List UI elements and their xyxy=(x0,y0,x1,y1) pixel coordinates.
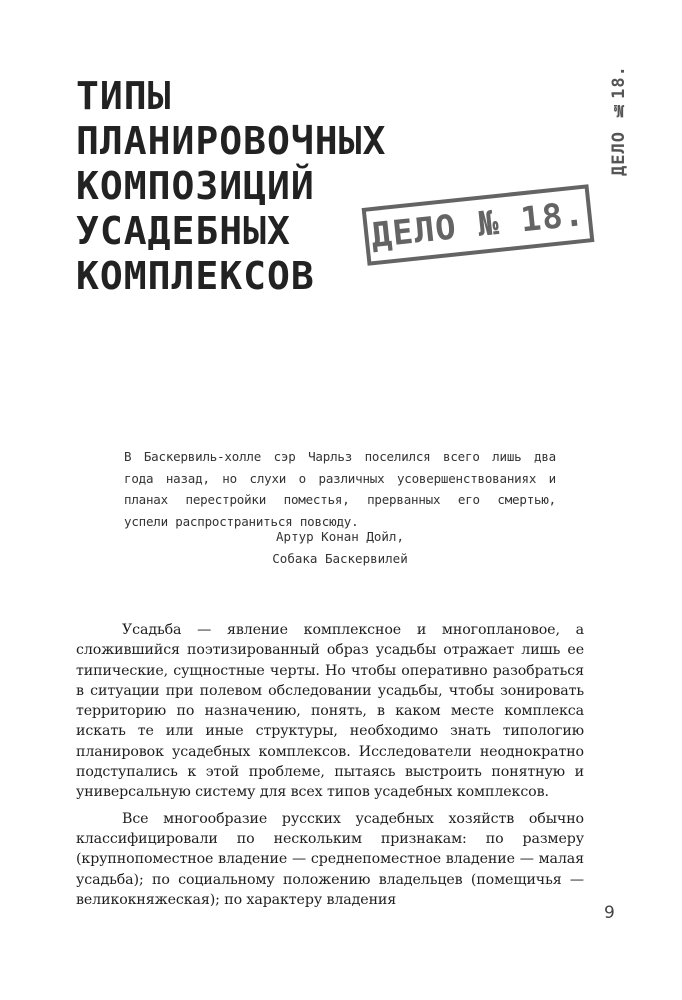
title-line: ТИПЫ xyxy=(76,74,172,118)
body-paragraph: Все многообразие русских усадебных хозяйств обычно классифицировали по нескольким признакам: по размеру (крупнопоместное владение — среднепоместное владение — малая усадьба); по социальному положению владельцев (помещичья — великокняжеская); по характеру владения xyxy=(76,810,584,908)
case-stamp: ДЕЛО № 18. xyxy=(362,184,595,266)
page-number: 9 xyxy=(604,903,615,923)
epigraph xyxy=(124,446,556,532)
epigraph-author: Артур Конан Дойл, xyxy=(276,529,404,544)
title-line: КОМПЛЕКСОВ xyxy=(76,254,315,298)
title-line: ПЛАНИРОВОЧНЫХ xyxy=(76,119,387,163)
epigraph-attribution xyxy=(210,526,470,569)
body-paragraph: Усадьба — явление комплексное и многоплановое, а сложившийся поэтизированный образ усадьбы отражает лишь ее типические, сущностные черты. Но чтобы оперативно разобраться в ситуации при полевом обследовании усадьбы, чтобы зонировать территорию по назначению, понять, в каком месте комплекса искать те или иные структуры, необходимо знать типологию планировок усадебных комплексов. Исследователи неоднократно подступались к этой проблеме, пытаясь выстроить понятную и универсальную систему для всех типов усадебных комплексов. xyxy=(76,622,584,801)
title-line: УСАДЕБНЫХ xyxy=(76,209,291,253)
title-line: КОМПОЗИЦИЙ xyxy=(76,164,315,208)
epigraph-work: Собака Баскервилей xyxy=(272,550,408,566)
epigraph-text: В Баскервиль-холле сэр Чарльз поселился всего лишь два года назад, но слухи о различных усовершенствованиях и планах перестройки поместья, прерванных его смертью, успели распространиться повсюду. xyxy=(124,449,556,529)
body-text xyxy=(76,620,584,916)
chapter-title xyxy=(76,74,386,299)
side-case-label: ДЕЛО №18. xyxy=(609,65,629,176)
